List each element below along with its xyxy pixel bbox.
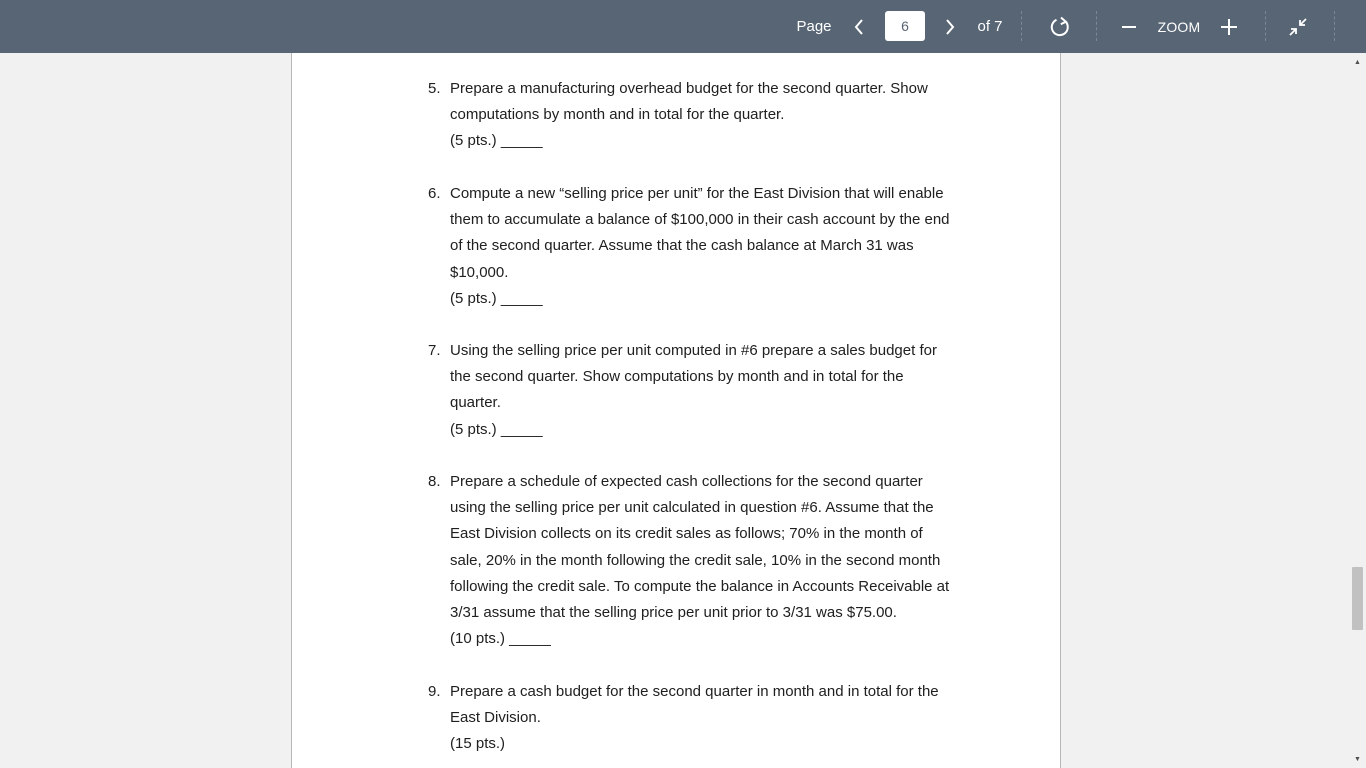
toolbar-separator (1096, 11, 1097, 41)
question-text: Prepare a schedule of expected cash collections for the second quarter using the selling price per unit calculated in question #6. Assume that the East Division collects on its credit sales as follows; 70% in the month of sale, 20% in the month following the credit sale, 10% in the second month following the credit sale. To compute the balance in Accounts Receivable at 3/31 assume that the selling price per unit prior to 3/31 was $75.00. (450, 473, 950, 622)
question-text: Using the selling price per unit computed in #6 prepare a sales budget for the second quarter. Show computations by month and in total for the quarter. (450, 342, 937, 412)
page-label: Page (796, 18, 832, 35)
question-number: 5. (428, 80, 441, 97)
rotate-button[interactable] (1044, 0, 1076, 53)
vertical-scrollbar[interactable] (1349, 53, 1366, 768)
zoom-in-button[interactable] (1216, 0, 1242, 53)
question-points: (5 pts.) _____ (450, 289, 543, 307)
question-9 (428, 679, 948, 759)
document-viewer (0, 53, 1366, 768)
previous-page-button[interactable] (846, 0, 872, 53)
exit-fullscreen-button[interactable] (1284, 0, 1312, 53)
question-points: (15 pts.) (450, 735, 506, 753)
rotate-icon (1048, 15, 1072, 39)
pdf-toolbar (0, 0, 1366, 53)
question-6 (428, 181, 948, 313)
chevron-right-icon (944, 18, 956, 36)
question-text: Prepare a cash budget for the second quarter in month and in total for the East Division. (450, 683, 939, 727)
scrollbar-thumb[interactable] (1352, 567, 1363, 630)
question-number: 9. (428, 683, 441, 700)
question-7 (428, 338, 948, 444)
toolbar-separator (1265, 11, 1266, 41)
page-number-input[interactable] (885, 11, 925, 41)
minus-icon (1121, 19, 1137, 35)
toolbar-separator (1021, 11, 1022, 41)
collapse-icon (1287, 16, 1309, 38)
scroll-down-arrow-icon[interactable]: ▼ (1354, 755, 1361, 763)
question-number: 8. (428, 473, 441, 490)
question-text: Prepare a manufacturing overhead budget for the second quarter. Show computations by month and in total for the quarter. (450, 80, 928, 124)
zoom-out-button[interactable] (1116, 0, 1142, 53)
question-5 (428, 76, 948, 156)
question-number: 7. (428, 342, 441, 359)
total-pages-label: of 7 (977, 18, 1003, 35)
question-points: (5 pts.) _____ (450, 132, 543, 150)
question-points: (10 pts.) _____ (450, 630, 551, 648)
question-text: Compute a new “selling price per unit” for the East Division that will enable them to accumulate a balance of $100,000 in their cash account by the end of the second quarter. Assume that the cash balance at March 31 was $10,000. (450, 185, 950, 281)
toolbar-separator (1334, 11, 1335, 41)
document-page (291, 53, 1061, 768)
question-number: 6. (428, 185, 441, 202)
scroll-up-arrow-icon[interactable]: ▲ (1354, 58, 1361, 66)
question-8 (428, 469, 948, 653)
chevron-left-icon (853, 18, 865, 36)
question-points: (5 pts.) _____ (450, 420, 543, 438)
zoom-label: ZOOM (1157, 18, 1201, 35)
next-page-button[interactable] (937, 0, 963, 53)
plus-icon (1220, 18, 1238, 36)
